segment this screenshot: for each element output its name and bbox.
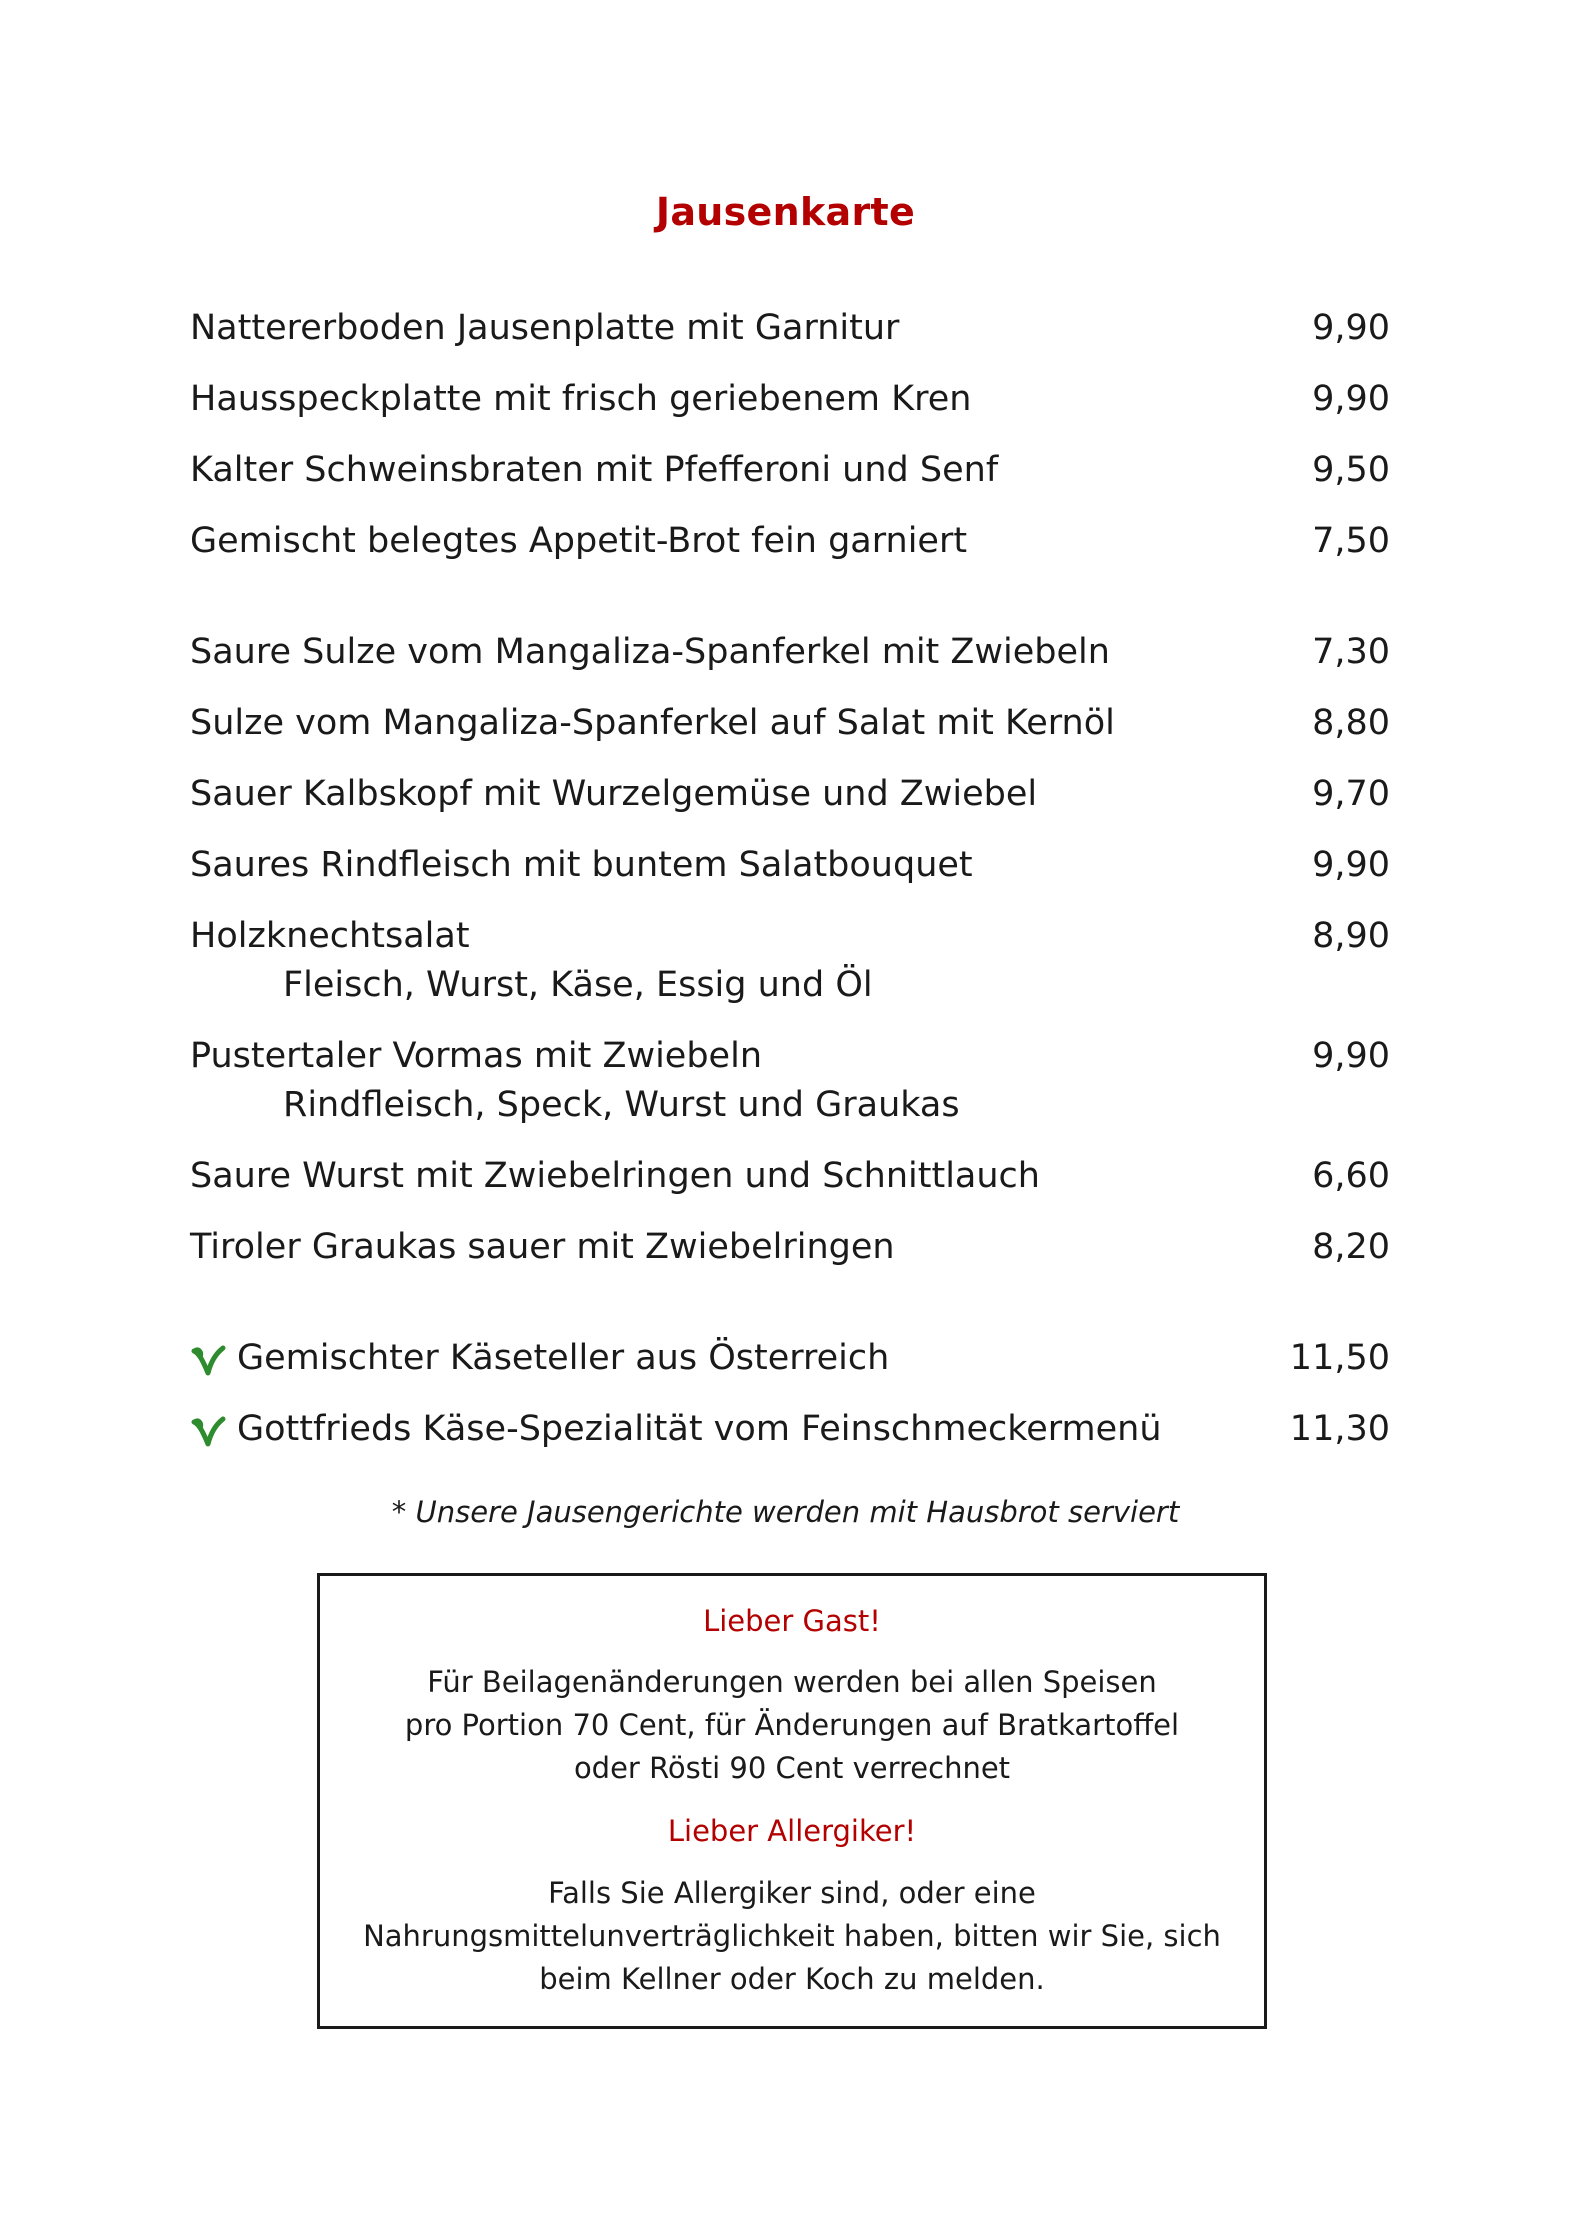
item-name: Saures Rindfleisch mit buntem Salatbouquet — [190, 845, 973, 885]
menu-item — [190, 622, 1390, 693]
item-name: Nattererboden Jausenplatte mit Garnitur — [190, 308, 900, 348]
item-name: Hausspeckplatte mit frisch geriebenem Kren — [190, 379, 972, 419]
item-price: 9,70 — [1312, 774, 1390, 814]
item-price: 11,50 — [1289, 1338, 1390, 1378]
bread-note: * Unsere Jausengerichte werden mit Hausbrot serviert — [391, 1495, 1180, 1529]
item-name: Sulze vom Mangaliza-Spanferkel auf Salat mit Kernöl — [190, 703, 1115, 743]
guest-text-line: Für Beilagenänderungen werden bei allen Speisen — [427, 1665, 1157, 1699]
item-name: Saure Sulze vom Mangaliza-Spanferkel mit Zwiebeln — [190, 632, 1110, 672]
allergy-text — [320, 1872, 1264, 2001]
menu-item — [190, 1399, 1390, 1470]
guest-text — [320, 1661, 1264, 1790]
menu-item — [190, 906, 1390, 1026]
allergy-heading: Lieber Allergiker! — [667, 1814, 917, 1848]
menu-item — [190, 369, 1390, 440]
allergy-text-line: Falls Sie Allergiker sind, oder eine — [548, 1876, 1036, 1910]
item-name: Saure Wurst mit Zwiebelringen und Schnittlauch — [190, 1156, 1040, 1196]
menu-item — [190, 1217, 1390, 1288]
allergy-text-line: Nahrungsmittelunverträglichkeit haben, bitten wir Sie, sich — [363, 1919, 1221, 1953]
item-name: Gemischt belegtes Appetit-Brot fein garniert — [190, 521, 968, 561]
vegetarian-icon — [190, 1343, 226, 1379]
menu-list — [190, 298, 1390, 1470]
item-name: Sauer Kalbskopf mit Wurzelgemüse und Zwiebel — [190, 774, 1038, 814]
item-price: 9,50 — [1312, 450, 1390, 490]
item-price: 8,20 — [1312, 1227, 1390, 1267]
guest-text-line: pro Portion 70 Cent, für Änderungen auf Bratkartoffel — [404, 1708, 1180, 1742]
item-description: Fleisch, Wurst, Käse, Essig und Öl — [283, 965, 873, 1005]
vegetarian-icon — [190, 1414, 226, 1450]
menu-item — [190, 511, 1390, 582]
guest-text-line: oder Rösti 90 Cent verrechnet — [573, 1751, 1011, 1785]
menu-item — [190, 440, 1390, 511]
item-price: 9,90 — [1312, 379, 1390, 419]
menu-item — [190, 835, 1390, 906]
item-price: 7,30 — [1312, 632, 1390, 672]
item-name: Kalter Schweinsbraten mit Pfefferoni und Senf — [190, 450, 999, 490]
item-price: 8,80 — [1312, 703, 1390, 743]
menu-item — [190, 298, 1390, 369]
item-name: Gottfrieds Käse-Spezialität vom Feinschmeckermenü — [237, 1409, 1162, 1449]
item-name: Gemischter Käseteller aus Österreich — [237, 1338, 890, 1378]
menu-item — [190, 764, 1390, 835]
item-price: 8,90 — [1312, 916, 1390, 956]
item-price: 6,60 — [1312, 1156, 1390, 1196]
menu-item — [190, 1026, 1390, 1146]
item-price: 9,90 — [1312, 308, 1390, 348]
group-spacer — [190, 582, 1390, 622]
allergy-text-line: beim Kellner oder Koch zu melden. — [539, 1962, 1045, 1996]
item-description: Rindfleisch, Speck, Wurst und Graukas — [283, 1085, 960, 1125]
page-title: Jausenkarte — [655, 190, 916, 234]
group-spacer — [190, 1288, 1390, 1328]
item-name: Tiroler Graukas sauer mit Zwiebelringen — [190, 1227, 895, 1267]
item-price: 9,90 — [1312, 845, 1390, 885]
info-box — [317, 1573, 1267, 2029]
item-price: 9,90 — [1312, 1036, 1390, 1076]
item-name: Pustertaler Vormas mit Zwiebeln — [190, 1036, 762, 1076]
menu-item — [190, 1328, 1390, 1399]
menu-item — [190, 1146, 1390, 1217]
guest-heading: Lieber Gast! — [703, 1604, 881, 1638]
menu-item — [190, 693, 1390, 764]
item-name: Holzknechtsalat — [190, 916, 470, 956]
item-price: 7,50 — [1312, 521, 1390, 561]
item-price: 11,30 — [1289, 1409, 1390, 1449]
